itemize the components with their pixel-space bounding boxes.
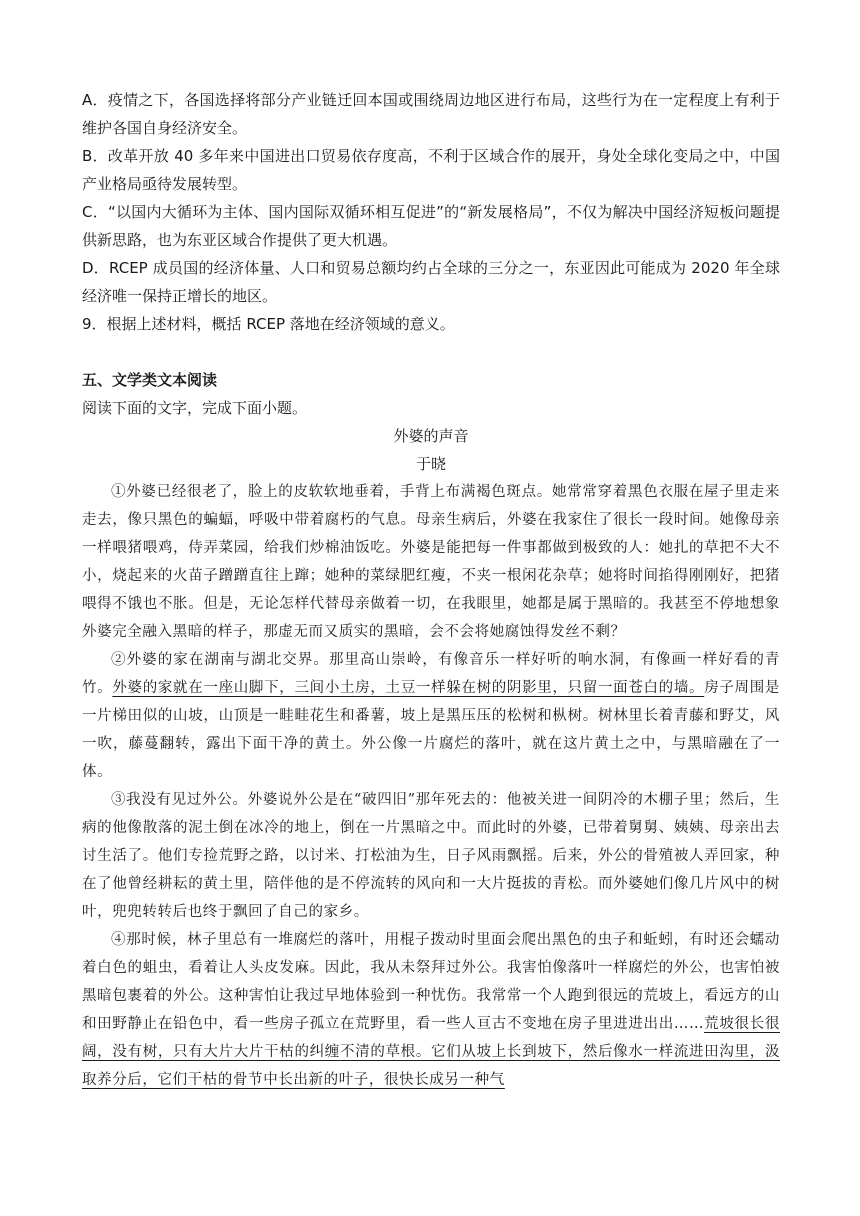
document-page [82, 86, 780, 1094]
section-instruction: 阅读下面的文字，完成下面小题。 [82, 399, 308, 417]
option-d: D．RCEP 成员国的经济体量、人口和贸易总额均约占全球的三分之一，东亚因此可能成为 2020 年全球经济唯一保持正增长的地区。 [82, 259, 780, 305]
paragraph-1: ①外婆已经很老了，脸上的皮软软地垂着，手背上布满褐色斑点。她常常穿着黑色衣服在屋子里走来走去，像只黑色的蝙蝠，呼吸中带着腐朽的气息。母亲生病后，外婆在我家住了很长一段时间。她像母亲一样喂猪喂鸡，侍弄菜园，给我们炒棉油饭吃。外婆是能把每一件事都做到极致的人：她扎的草把不大不小，烧起来的火苗子蹭蹭直往上蹿；她种的菜绿肥红瘦，不夹一根闲花杂草；她将时间掐得刚刚好，把猪喂得不饿也不胀。但是，无论怎样代替母亲做着一切，在我眼里，她都是属于黑暗的。我甚至不停地想象外婆完全融入黑暗的样子，那虚无而又质实的黑暗，会不会将她腐蚀得发丝不剩？ [82, 484, 780, 640]
article-author: 于晓 [415, 455, 446, 473]
option-b: B．改革开放 40 多年来中国进出口贸易依存度高，不利于区域合作的展开，身处全球化变局之中，中国产业格局亟待发展转型。 [82, 147, 780, 193]
option-c: C．“以国内大循环为主体、国内国际双循环相互促进”的“新发展格局”，不仅为解决中国经济短板问题提供新思路，也为东亚区域合作提供了更大机遇。 [82, 203, 780, 249]
paragraph-2 [82, 646, 780, 786]
paragraph-4 [82, 926, 780, 1094]
question-9: 9．根据上述材料，概括 RCEP 落地在经济领域的意义。 [82, 315, 455, 333]
paragraph-3: ③我没有见过外公。外婆说外公是在“破四旧”那年死去的：他被关进一间阴冷的木棚子里；然后，生病的他像散落的泥土倒在冰冷的地上，倒在一片黑暗之中。而此时的外婆，已带着舅舅、姨姨、母亲出去讨生活了。他们专捡荒野之路，以讨米、打松油为生，日子风雨飘摇。后来，外公的骨殖被人弄回家，种在了他曾经耕耘的黄土里，陪伴他的是不停流转的风向和一大片挺拔的青松。而外婆她们像几片风中的树叶，兜兜转转后也终于飘回了自己的家乡。 [82, 792, 780, 920]
section-title: 五、文学类文本阅读 [82, 371, 218, 389]
paragraph-4-text-before: ④那时候，林子里总有一堆腐烂的落叶，用棍子拨动时里面会爬出黑色的虫子和蚯蚓，有时还会蠕动着白色的蛆虫，看着让人头皮发麻。因此，我从未祭拜过外公。我害怕像落叶一样腐烂的外公，也害怕被黑暗包裹着的外公。这种害怕让我过早地体验到一种忧伤。我常常一个人跑到很远的荒坡上，看远方的山和田野静止在铅色中，看一些房子孤立在荒野里，看一些人亘古不变地在房子里进进出出…… [82, 932, 780, 1032]
article-title: 外婆的声音 [393, 427, 469, 445]
paragraph-2-text-after: 房子周围是一片梯田似的山坡，山顶是一畦畦花生和番薯，坡上是黑压压的松树和枞树。树林里长着青藤和野艾，风一吹，藤蔓翻转，露出下面干净的黄土。外公像一片腐烂的落叶，就在这片黄土之中，与黑暗融在了一体。 [82, 680, 781, 780]
paragraph-2-underlined-sentence: 外婆的家就在一座山脚下，三间小土房，土豆一样躲在树的阴影里，只留一面苍白的墙。 [112, 680, 705, 696]
option-a: A．疫情之下，各国选择将部分产业链迁回本国或围绕周边地区进行布局，这些行为在一定程度上有利于维护各国自身经济安全。 [82, 91, 780, 137]
paragraph-4-underlined-sentence: 荒坡很长很阔，没有树，只有大片大片干枯的纠缠不清的草根。它们从坡上长到坡下，然后像水一样流进田沟里，汲取养分后，它们干枯的骨节中长出新的叶子，很快长成另一种气 [82, 1016, 780, 1088]
paragraph-2-text-before: ②外婆的家在湖南与湖北交界。那里高山崇岭，有像音乐一样好听的响水洞，有像画一样好看的青竹。 [82, 652, 780, 696]
spacer [82, 338, 780, 366]
